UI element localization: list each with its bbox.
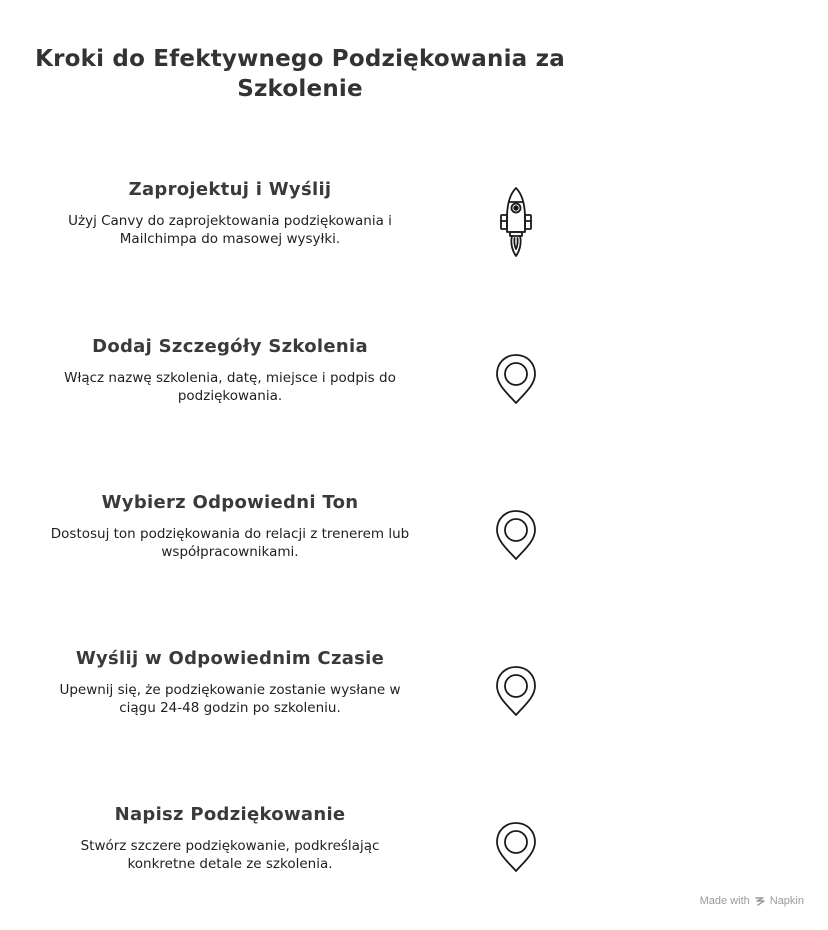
step-title: Wyślij w Odpowiednim Czasie [75,648,385,669]
page-title: Kroki do Efektywnego Podziękowania za Szkolenie [35,46,565,102]
step-add-details [40,335,420,405]
location-pin-icon [490,820,542,874]
step-description: Użyj Canvy do zaprojektowania podziękowania i Mailchimpa do masowej wysyłki. [68,213,392,247]
location-pin-icon [490,352,542,406]
step-choose-tone [40,491,420,561]
location-pin-icon [490,508,542,562]
step-description: Włącz nazwę szkolenia, datę, miejsce i podpis do podziękowania. [64,370,396,404]
rocket-icon [490,186,542,258]
step-title: Dodaj Szczegóły Szkolenia [92,336,368,357]
step-design-send [40,178,420,248]
napkin-logo-icon [754,895,766,907]
step-title: Napisz Podziękowanie [114,804,346,825]
step-send-on-time [40,647,420,717]
step-description: Stwórz szczere podziękowanie, podkreślając konkretne detale ze szkolenia. [80,838,380,872]
made-with-napkin-badge[interactable] [700,895,804,907]
napkin-brand-label: Napkin [769,895,804,907]
step-description: Dostosuj ton podziękowania do relacji z trenerem lub współpracownikami. [50,526,410,560]
step-title: Zaprojektuj i Wyślij [128,179,332,200]
location-pin-icon [490,664,542,718]
step-description: Upewnij się, że podziękowanie zostanie wysłane w ciągu 24-48 godzin po szkoleniu. [59,682,401,716]
made-with-label: Made with [699,895,750,907]
step-title: Wybierz Odpowiedni Ton [101,492,359,513]
step-write-thanks [40,803,420,873]
